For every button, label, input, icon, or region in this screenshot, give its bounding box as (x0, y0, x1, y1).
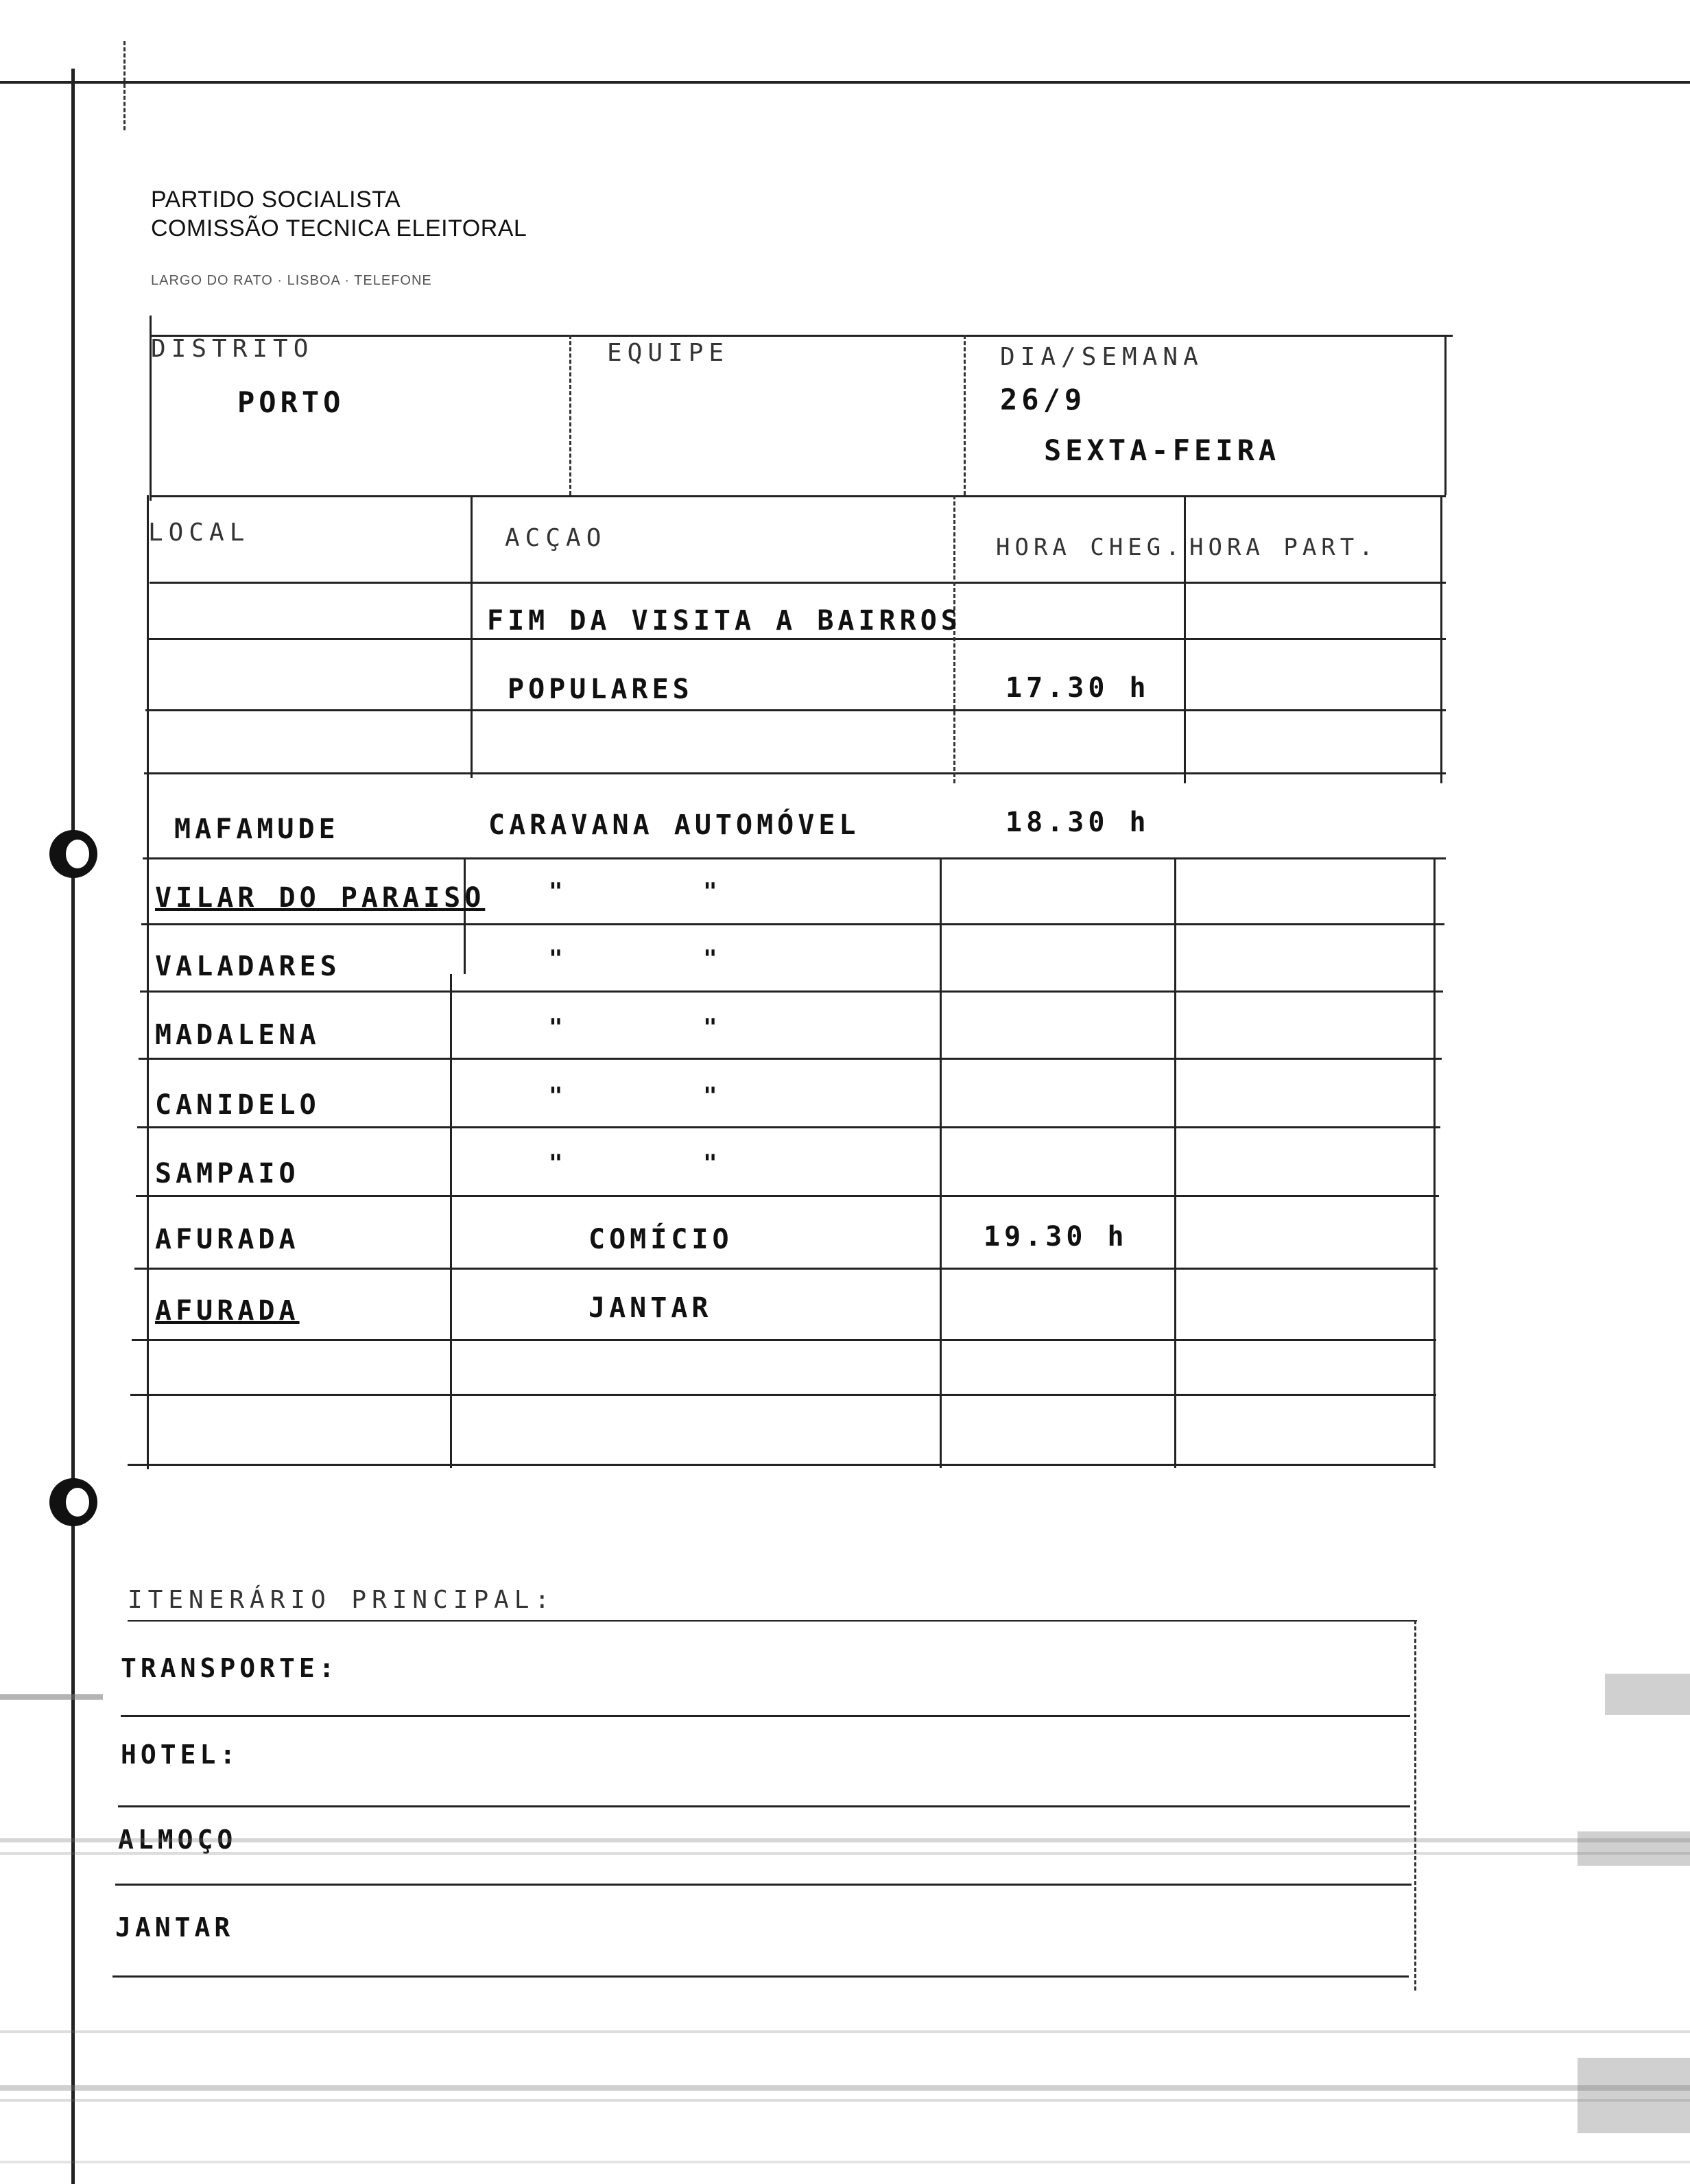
accao-cell: FIM DA VISITA A BAIRROS (487, 605, 962, 637)
transporte-label: TRANSPORTE: (121, 1653, 339, 1683)
accao-cell: JANTAR (588, 1292, 713, 1324)
accao-cell: POPULARES (508, 674, 693, 705)
accao-cell: COMÍCIO (588, 1224, 733, 1255)
col-header-local: LOCAL (148, 519, 250, 547)
distrito-value: PORTO (237, 385, 345, 419)
punch-hole-lower (49, 1478, 97, 1526)
local-cell: SAMPAIO (155, 1158, 300, 1189)
itinerario-label: ITENERÁRIO PRINCIPAL: (128, 1586, 556, 1614)
equipe-label: EQUIPE (607, 339, 730, 367)
col-header-hora-cheg: HORA CHEG. (996, 534, 1185, 561)
jantar-label: JANTAR (115, 1912, 235, 1943)
org-address: LARGO DO RATO · LISBOA · TELEFONE (151, 273, 432, 288)
ditto-mark: " " (549, 1150, 717, 1177)
dia-weekday: SEXTA-FEIRA (1044, 434, 1281, 467)
left-margin-mark (123, 41, 126, 130)
col-header-accao: ACÇAO (505, 524, 607, 552)
dia-semana-label: DIA/SEMANA (1000, 343, 1204, 371)
top-page-rule (0, 81, 1690, 84)
ditto-mark: " " (549, 1014, 717, 1041)
ditto-mark: " " (549, 945, 717, 973)
local-cell: AFURADA (155, 1295, 300, 1327)
ditto-mark: " " (549, 1082, 717, 1110)
hora-cheg-cell: 19.30 h (984, 1221, 1128, 1253)
accao-cell: CARAVANA AUTOMÓVEL (488, 809, 860, 841)
org-name: PARTIDO SOCIALISTA (151, 187, 401, 213)
punch-hole-upper (49, 830, 97, 878)
hora-cheg-cell: 17.30 h (1005, 672, 1150, 704)
org-department: COMISSÃO TECNICA ELEITORAL (151, 215, 527, 241)
hora-cheg-cell: 18.30 h (1005, 807, 1150, 838)
hotel-label: HOTEL: (121, 1740, 240, 1770)
local-cell: MADALENA (155, 1019, 320, 1051)
almoco-label: ALMOÇO (118, 1825, 237, 1855)
local-cell: VALADARES (155, 951, 341, 982)
local-cell: MAFAMUDE (174, 814, 340, 845)
dia-date: 26/9 (1000, 383, 1086, 416)
left-binding-line (71, 69, 75, 2184)
col-header-hora-part: HORA PART. (1189, 534, 1378, 561)
local-cell: AFURADA (155, 1224, 300, 1255)
local-cell: VILAR DO PARAISO (155, 882, 486, 914)
table-row (487, 605, 962, 637)
ditto-mark: " " (549, 878, 717, 905)
local-cell: CANIDELO (155, 1089, 320, 1121)
distrito-label: DISTRITO (151, 335, 314, 363)
